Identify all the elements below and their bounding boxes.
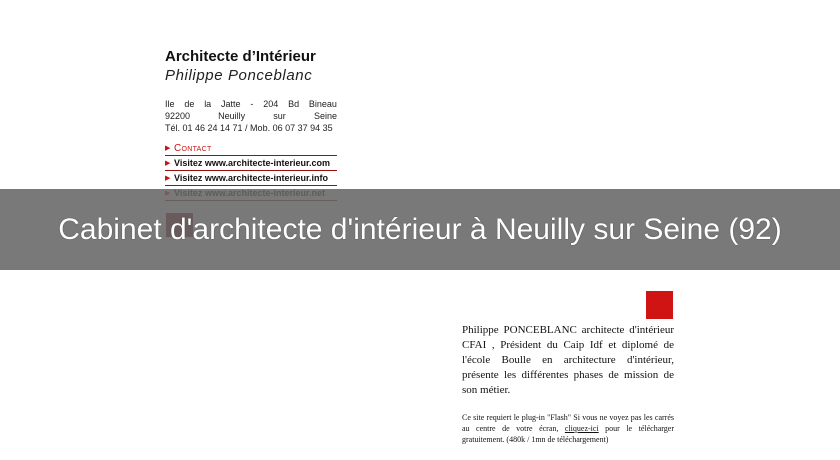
address-word: Seine [313, 111, 337, 121]
address-word: 92200 [165, 111, 191, 121]
title-banner [0, 189, 840, 270]
address-word: de [184, 99, 195, 109]
address-word: Jatte [221, 99, 241, 109]
address-word: Bineau [308, 99, 337, 109]
address-city [165, 110, 337, 122]
visit-info-link[interactable] [165, 171, 337, 186]
download-flash-link[interactable]: cliquez-ici [564, 424, 599, 433]
visit-com-label: Visitez www.architecte-interieur.com [174, 158, 331, 168]
visit-info-label: Visitez www.architecte-interieur.info [174, 173, 329, 183]
red-square [646, 291, 673, 319]
address-block [165, 98, 337, 134]
contact-link-label: Contact [174, 142, 212, 154]
address-word: Ile [165, 99, 175, 109]
business-card [165, 48, 337, 201]
address-street [165, 98, 337, 110]
triangle-right-icon: ▶ [165, 145, 171, 152]
visit-com-link[interactable] [165, 156, 337, 171]
address-word: - [250, 99, 254, 109]
flash-notice-text: Ce site requiert le plug-in "Flash" Si vous ne voyez pas les carrés au centre de votre écran, [462, 413, 674, 433]
banner-text: Cabinet d'architecte d'intérieur à Neuilly sur Seine (92) [58, 212, 782, 246]
page-title: Architecte d’Intérieur [165, 48, 316, 65]
intro-paragraph: Philippe PONCEBLANC architecte d'intérieur CFAI , Président du Caip Idf et diplomé de l'école Boulle en architecture d'intérieur, présente les différentes phases de mission de son métier. [462, 324, 674, 396]
address-word: Neuilly [218, 111, 246, 121]
flash-notice [462, 412, 674, 445]
triangle-right-icon: ▶ [165, 160, 171, 167]
address-word: la [204, 99, 212, 109]
triangle-right-icon: ▶ [165, 175, 171, 182]
flash-notice-text-end: pour le télécharger gratuitement. (480k / 1mn de téléchargement) [462, 424, 674, 444]
address-phone: Tél. 01 46 24 14 71 / Mob. 06 07 37 94 35 [165, 123, 333, 133]
address-word: sur [273, 111, 286, 121]
contact-link[interactable] [165, 141, 337, 156]
page-subtitle: Philippe Ponceblanc [165, 67, 313, 84]
address-word: Bd [288, 99, 300, 109]
address-word: 204 [263, 99, 279, 109]
